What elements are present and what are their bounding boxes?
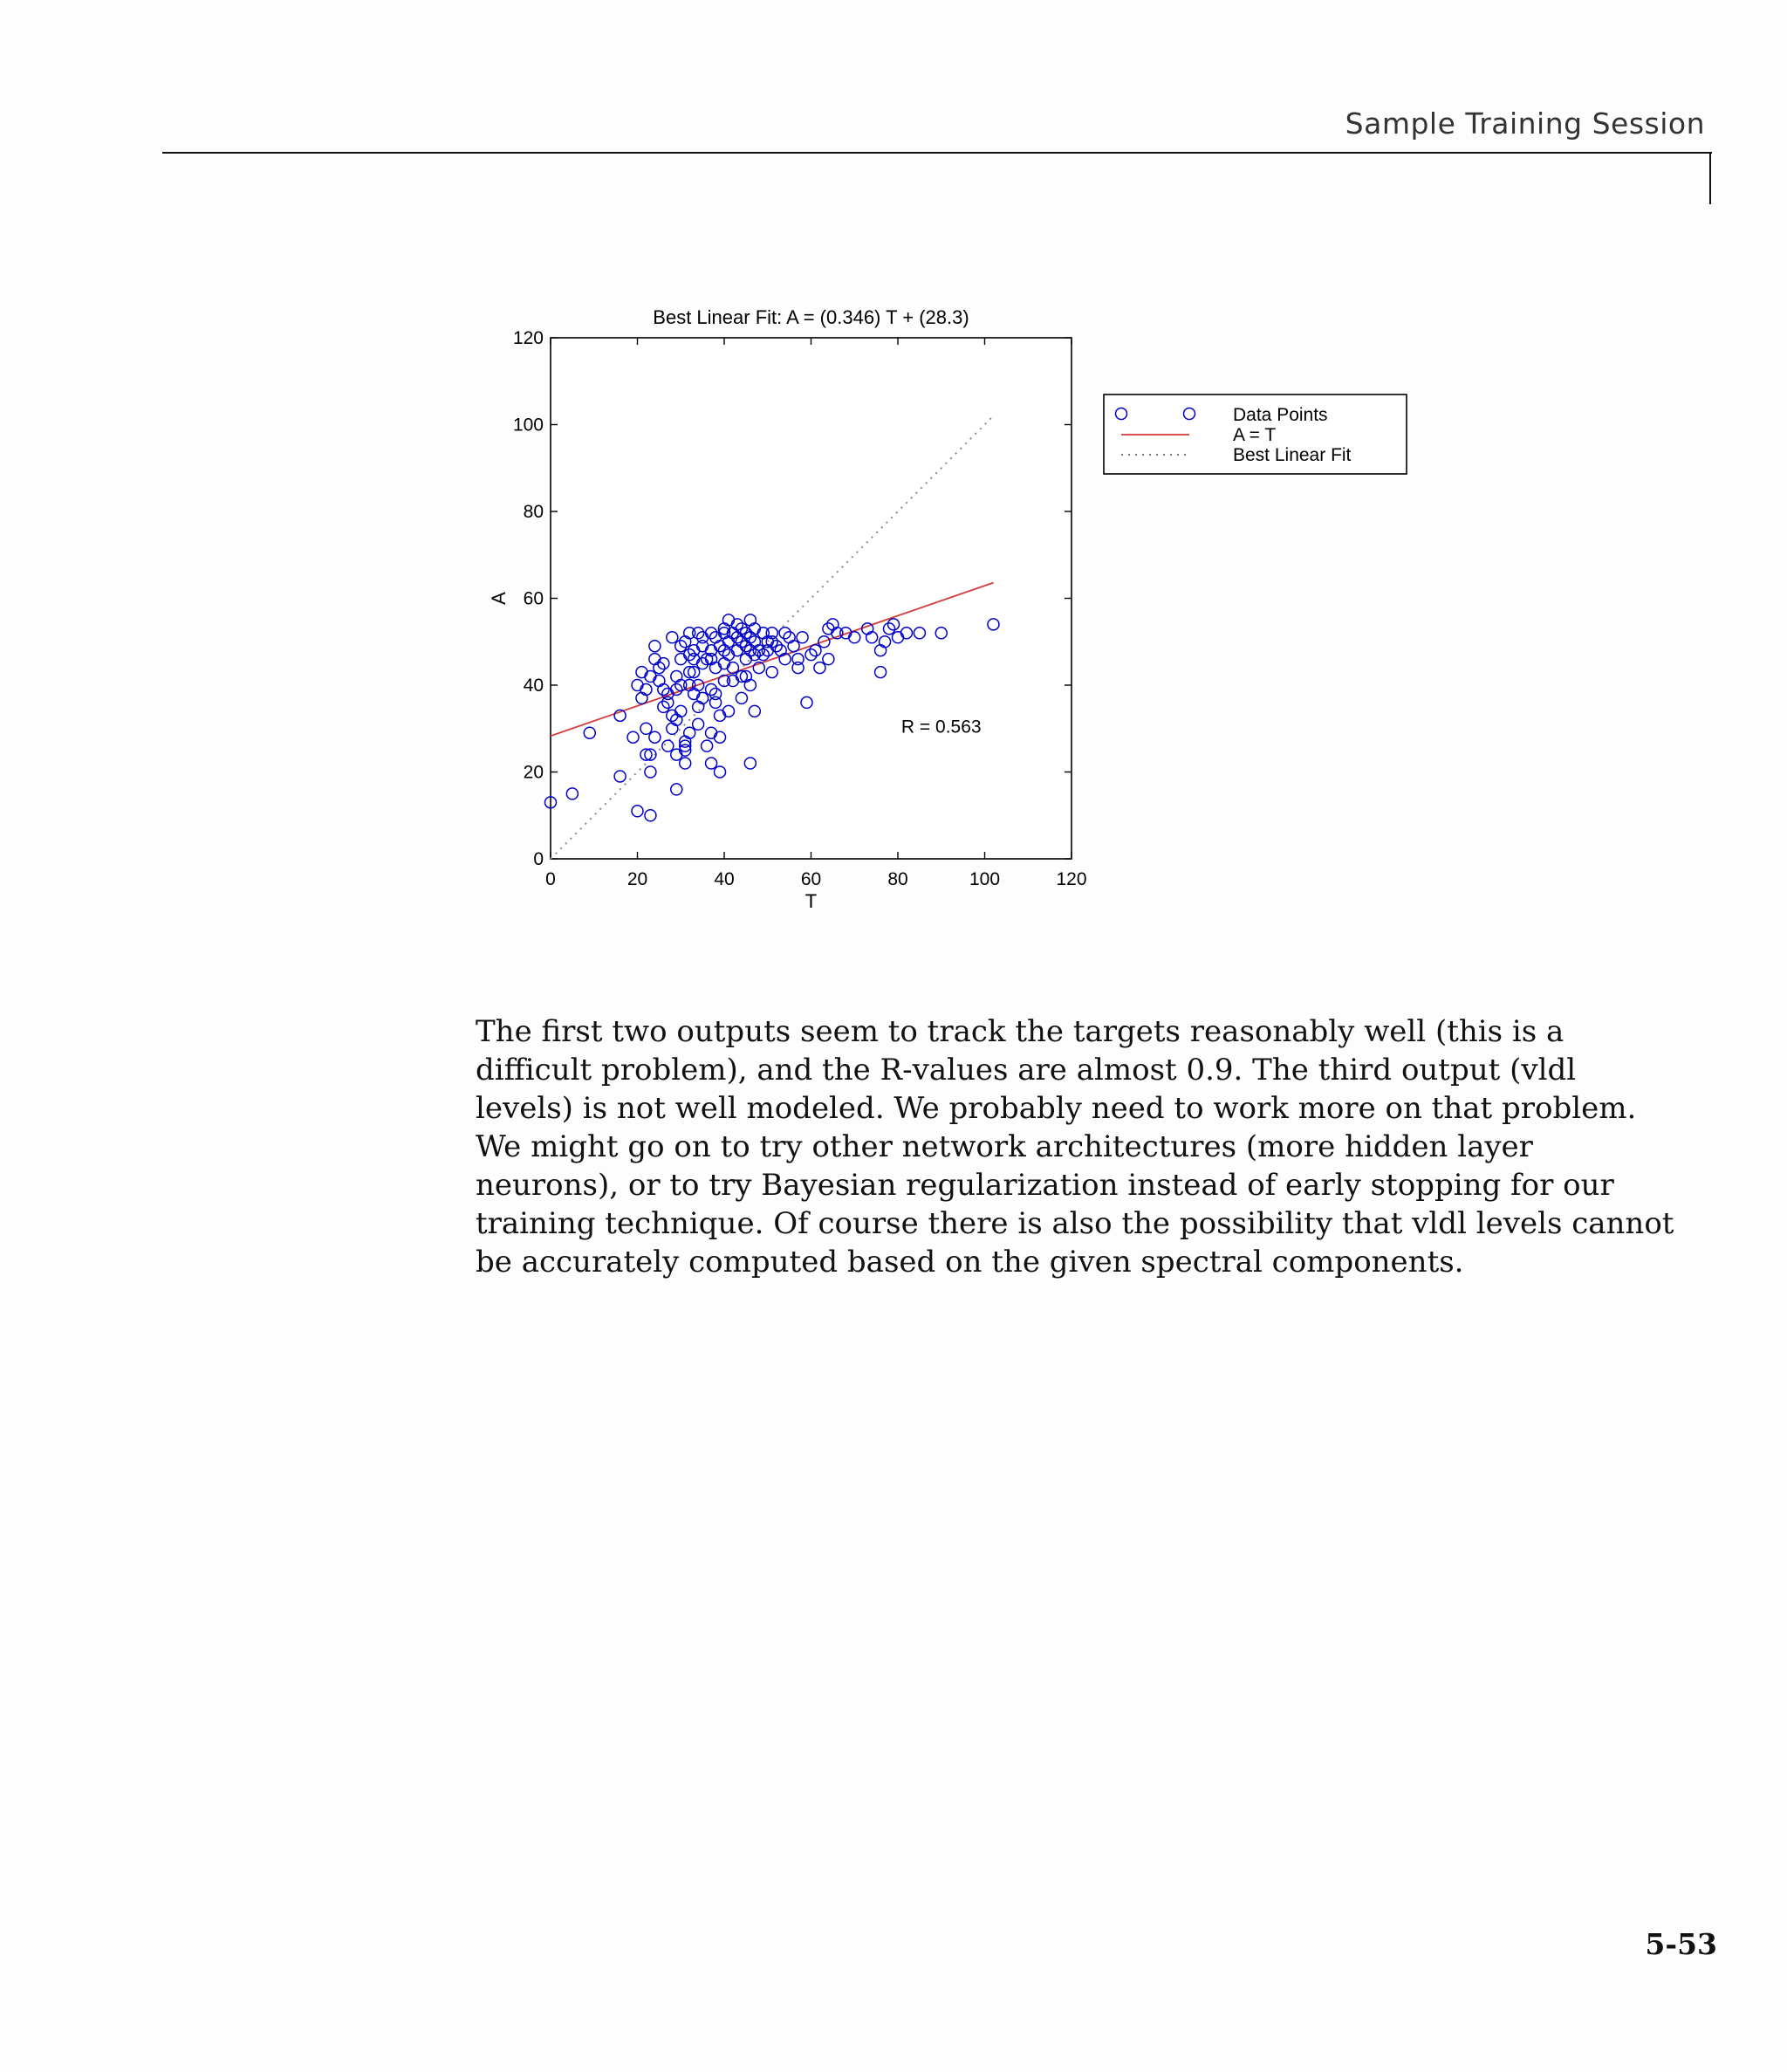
x-tick-label: 80	[887, 869, 908, 889]
body-line: be accurately computed based on the given spectral components.	[476, 1245, 1464, 1280]
y-tick-label: 40	[523, 676, 544, 696]
body-line: neurons), or to try Bayesian regularization instead of early stopping for our	[476, 1168, 1614, 1203]
y-tick-label: 60	[523, 588, 544, 609]
body-line: training technique. Of course there is also the possibility that vldl levels cannot	[476, 1206, 1674, 1241]
body-line: difficult problem), and the R-values are almost 0.9. The third output (vldl	[476, 1053, 1577, 1087]
y-tick-label: 80	[523, 502, 544, 522]
x-tick-label: 100	[969, 869, 1001, 889]
legend-label: Best Linear Fit	[1233, 445, 1352, 465]
body-line: We might go on to try other network architectures (more hidden layer	[476, 1129, 1533, 1164]
x-axis-label: T	[804, 890, 818, 912]
body-paragraph	[476, 1012, 1674, 1281]
page-number: 5-53	[1645, 1927, 1717, 1961]
r-value-annotation: R = 0.563	[900, 717, 982, 738]
running-header-title: Sample Training Session	[1345, 106, 1705, 141]
plot-layer	[488, 306, 1407, 912]
y-tick-label: 20	[523, 762, 544, 783]
legend-label: Data Points	[1233, 405, 1328, 425]
x-tick-label: 60	[800, 869, 822, 889]
body-line: The first two outputs seem to track the targets reasonably well (this is a	[476, 1014, 1564, 1049]
legend-label: A = T	[1233, 425, 1277, 445]
chart-title: Best Linear Fit: A = (0.346) T + (28.3)	[653, 306, 969, 328]
x-tick-label: 120	[1056, 869, 1087, 889]
x-tick-label: 0	[545, 869, 556, 889]
y-tick-label: 120	[512, 328, 544, 348]
regression-scatter-plot	[0, 0, 1787, 943]
y-tick-label: 0	[533, 849, 544, 869]
y-axis-label: A	[488, 592, 510, 605]
x-tick-label: 40	[714, 869, 735, 889]
y-tick-label: 100	[512, 415, 544, 436]
body-line: levels) is not well modeled. We probably need to work more on that problem.	[476, 1091, 1637, 1126]
x-tick-label: 20	[626, 869, 648, 889]
